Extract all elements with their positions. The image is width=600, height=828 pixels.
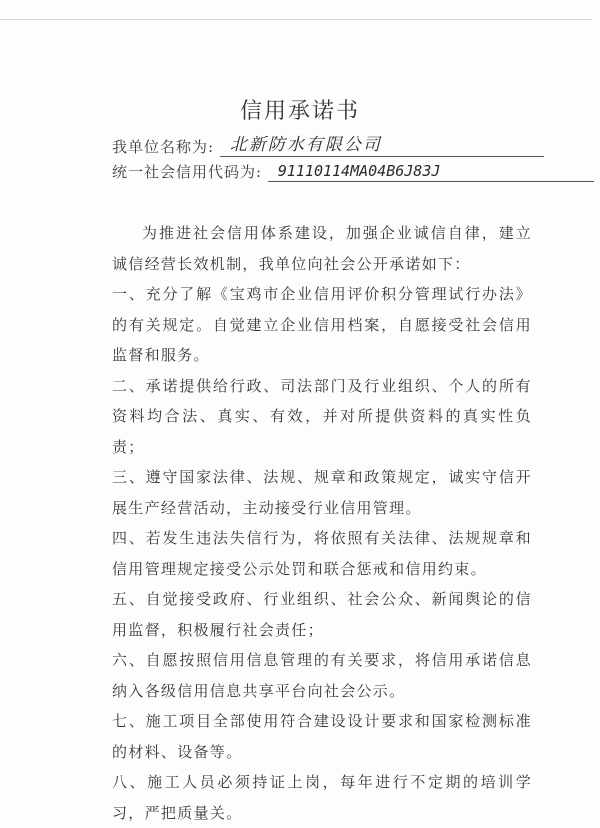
clause-8: 八、施工人员必须持证上岗，每年进行不定期的培训学习，严把质量关。 [112, 773, 532, 822]
clause-4: 四、若发生违法失信行为，将依照有关法律、法规规章和信用管理规定接受公示处罚和联合惩戒和信用约束。 [112, 529, 532, 578]
clause-7: 七、施工项目全部使用符合建设设计要求和国家检测标准的材料、设备等。 [112, 712, 532, 761]
company-name-row [112, 130, 544, 157]
clause-2: 二、承诺提供给行政、司法部门及行业组织、个人的所有资料均合法、真实、有效，并对所提供资料的真实性负责； [112, 376, 532, 456]
clause-3: 三、遵守国家法律、法规、规章和政策规定，诚实守信开展生产经营活动，主动接受行业信用管理。 [112, 468, 532, 517]
scan-edge-line [0, 19, 592, 20]
clause-1: 一、充分了解《宝鸡市企业信用评价积分管理试行办法》的有关规定。自觉建立企业信用档案，自愿接受社会信用监督和服务。 [112, 285, 532, 364]
document-body [112, 218, 532, 828]
credit-code-row [112, 161, 594, 182]
credit-code-handwritten: 91110114MA04B6J83J [268, 162, 594, 182]
credit-code-label: 统一社会信用代码为: [112, 163, 263, 181]
intro-paragraph: 为推进社会信用体系建设，加强企业诚信自律，建立诚信经营长效机制，我单位向社会公开承诺如下： [112, 224, 532, 273]
company-name-handwritten: 北新防水有限公司 [220, 130, 544, 157]
company-name-label: 我单位名称为: [112, 138, 215, 156]
clause-6: 六、自愿按照信用信息管理的有关要求，将信用承诺信息纳入各级信用信息共享平台向社会公示。 [112, 651, 532, 700]
clause-5: 五、自觉接受政府、行业组织、社会公众、新闻舆论的信用监督，积极履行社会责任； [112, 590, 532, 639]
document-title: 信用承诺书 [239, 99, 360, 124]
